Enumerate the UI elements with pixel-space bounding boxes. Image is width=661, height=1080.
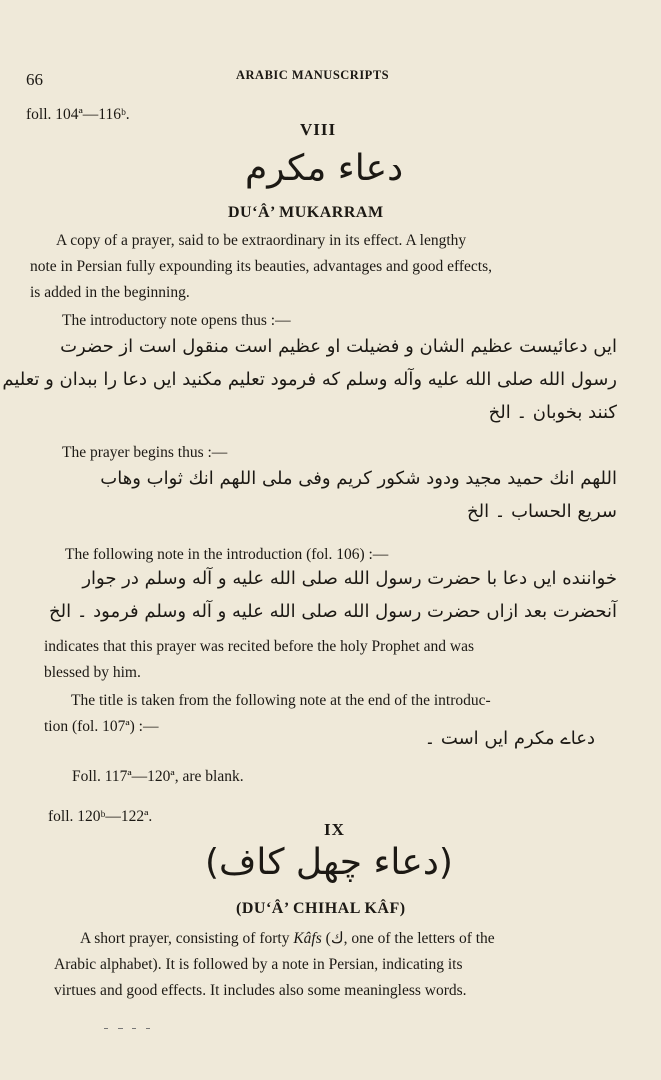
- description-ix: [54, 926, 495, 1004]
- section-title-viii: DU‘Â’ MUKARRAM: [228, 204, 384, 221]
- prayer-label: The prayer begins thus :—: [62, 444, 228, 461]
- title-note-arabic: [295, 722, 595, 755]
- kafs-italic: Kâfs: [293, 930, 322, 947]
- text-line: indicates that this prayer was recited before the holy Prophet and was: [44, 638, 474, 655]
- text-line: tion (fol. 107ª) :—: [44, 718, 159, 735]
- description-line: Arabic alphabet). It is followed by a note in Persian, indicating its: [54, 956, 463, 973]
- page-speck: [118, 1028, 123, 1029]
- description-line: virtues and good effects. It includes also some meaningless words.: [54, 982, 467, 999]
- arabic-line: آنحضرت بعد ازاں حضرت رسول الله صلی الله علیه و آله وسلم فرمود ۔ الخ: [49, 601, 617, 622]
- page-speck: [104, 1028, 108, 1029]
- running-head: ARABIC MANUSCRIPTS: [236, 68, 390, 82]
- note-label: The following note in the introduction (fol. 106) :—: [65, 546, 389, 563]
- page-number: 66: [26, 70, 43, 89]
- description-line: A copy of a prayer, said to be extraordinary in its effect. A lengthy: [56, 232, 467, 249]
- prayer-arabic-text: [17, 462, 617, 528]
- note-explanation: [44, 634, 474, 686]
- text-span: A short prayer, consisting of forty: [80, 930, 294, 947]
- text-line: The title is taken from the following note at the end of the introduc-: [71, 692, 491, 709]
- arabic-title-viii: دعاء مکرم: [245, 148, 404, 189]
- page-speck: [146, 1028, 150, 1029]
- section-number-viii: VIII: [300, 120, 337, 139]
- arabic-line: اللهم انك حمید مجید ودود شکور کریم وفی ملی اللهم انك ثواب وهاب: [100, 468, 617, 489]
- arabic-line: خواننده ایں دعا با حضرت رسول الله صلی الله علیه و آله وسلم در جوار: [82, 568, 617, 589]
- folio-range-viii: foll. 104ª—116ᵇ.: [26, 106, 130, 123]
- section-number-ix: IX: [324, 820, 345, 839]
- intro-arabic-text: [2, 330, 617, 429]
- arabic-line: رسول الله صلی الله علیه وآله وسلم که فرمود تعلیم مکنید ایں دعا را ببدان و تعلیم: [2, 369, 617, 390]
- blank-folios-note: Foll. 117ª—120ª, are blank.: [72, 768, 244, 785]
- arabic-line: سریع الحساب ۔ الخ: [466, 501, 617, 522]
- folio-range-ix: foll. 120ᵇ—122ª.: [48, 808, 153, 825]
- arabic-title-ix: (دعاء چهل کاف): [205, 842, 453, 883]
- arabic-line: ایں دعائیست عظیم الشان و فضیلت او عظیم است منقول است از حضرت: [60, 336, 617, 357]
- page-speck: [132, 1028, 136, 1029]
- description-viii: [30, 228, 492, 306]
- arabic-line: کنند بخوبان ۔ الخ: [488, 402, 617, 423]
- arabic-line: دعاے مکرم ایں است ۔: [424, 728, 595, 749]
- description-line-1: [54, 926, 495, 952]
- section-title-ix: (DU‘Â’ CHIHAL KÂF): [236, 900, 406, 917]
- text-span: (ك, one of the letters of the: [321, 930, 495, 947]
- intro-label: The introductory note opens thus :—: [62, 312, 291, 329]
- text-line: blessed by him.: [44, 664, 141, 681]
- note-arabic-text: [17, 562, 617, 628]
- description-line: note in Persian fully expounding its beauties, advantages and good effects,: [30, 258, 493, 275]
- description-line: is added in the beginning.: [30, 284, 190, 301]
